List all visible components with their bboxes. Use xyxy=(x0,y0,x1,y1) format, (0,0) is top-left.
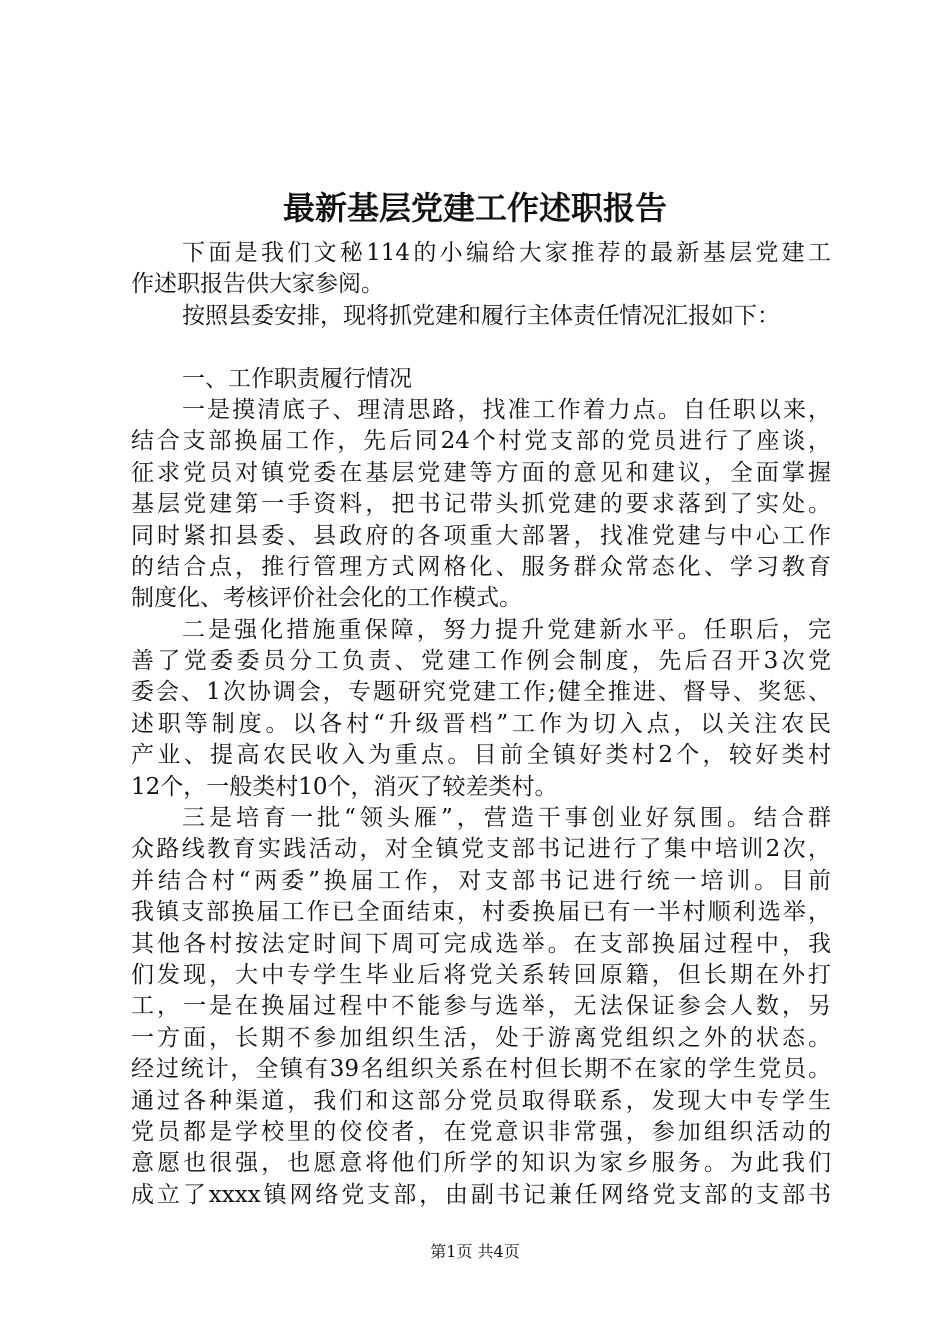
text-line: 意愿也很强，也愿意将他们所学的知识为家乡服务。为此我们 xyxy=(131,1150,831,1177)
page-footer: 第1页 共4页 xyxy=(430,1242,520,1261)
text-line: 12个，一般类村10个，消灭了较差类村。 xyxy=(131,773,558,800)
text-line: 其他各村按法定时间下周可完成选举。在支部换届过程中，我 xyxy=(131,930,831,957)
text-line: 述职等制度。以各村“升级晋档”工作为切入点，以关注农民 xyxy=(131,710,831,737)
text-line: 委会、1次协调会，专题研究党建工作;健全推进、督导、奖惩、 xyxy=(131,679,831,706)
text-line: 我镇支部换届工作已全面结束，村委换届已有一半村顺利选举， xyxy=(131,899,831,926)
text-line: 征求党员对镇党委在基层党建等方面的意见和建议，全面掌握 xyxy=(131,459,831,486)
text-line: 们发现，大中专学生毕业后将党关系转回原籍，但长期在外打 xyxy=(131,961,831,988)
text-line: 作述职报告供大家参阅。 xyxy=(131,271,384,298)
text-line: 二是强化措施重保障，努力提升党建新水平。任职后，完 xyxy=(182,616,831,643)
text-line: 党员都是学校里的佼佼者，在党意识非常强，参加组织活动的 xyxy=(131,1118,831,1145)
text-line: 善了党委委员分工负责、党建工作例会制度，先后召开3次党 xyxy=(131,648,831,675)
text-line: 众路线教育实践活动，对全镇党支部书记进行了集中培训2次， xyxy=(131,836,831,863)
document-title: 最新基层党建工作述职报告 xyxy=(282,189,667,227)
text-line: 按照县委安排，现将抓党建和履行主体责任情况汇报如下： xyxy=(182,302,780,329)
text-line: 成立了xxxx镇网络党支部，由副书记兼任网络党支部的支部书 xyxy=(131,1181,831,1208)
document-body xyxy=(131,238,831,1211)
text-line: 下面是我们文秘114的小编给大家推荐的最新基层党建工 xyxy=(182,240,831,266)
text-line: 一是摸清底子、理清思路，找准工作着力点。自任职以来， xyxy=(182,396,831,423)
blank-line xyxy=(131,332,831,363)
text-line: 工，一是在换届过程中不能参与选举，无法保证参会人数，另 xyxy=(131,993,831,1020)
text-line: 三是培育一批“领头雁”，营造干事创业好氛围。结合群 xyxy=(182,805,831,832)
text-line: 产业、提高农民收入为重点。目前全镇好类村2个，较好类村 xyxy=(131,742,831,769)
text-line: 同时紧扣县委、县政府的各项重大部署，找准党建与中心工作 xyxy=(131,522,831,549)
text-line: 一方面，长期不参加组织生活，处于游离党组织之外的状态。 xyxy=(131,1024,831,1051)
text-line: 并结合村“两委”换届工作，对支部书记进行统一培训。目前 xyxy=(131,867,831,894)
text-line: 的结合点，推行管理方式网格化、服务群众常态化、学习教育 xyxy=(131,553,831,580)
text-line: 基层党建第一手资料，把书记带头抓党建的要求落到了实处。 xyxy=(131,491,831,518)
text-line: 制度化、考核评价社会化的工作模式。 xyxy=(131,585,522,612)
text-line: 一、工作职责履行情况 xyxy=(182,365,412,392)
text-line: 结合支部换届工作，先后同24个村党支部的党员进行了座谈， xyxy=(131,428,831,455)
text-line: 通过各种渠道，我们和这部分党员取得联系，发现大中专学生 xyxy=(131,1087,831,1114)
text-line: 经过统计，全镇有39名组织关系在村但长期不在家的学生党员。 xyxy=(131,1056,831,1083)
